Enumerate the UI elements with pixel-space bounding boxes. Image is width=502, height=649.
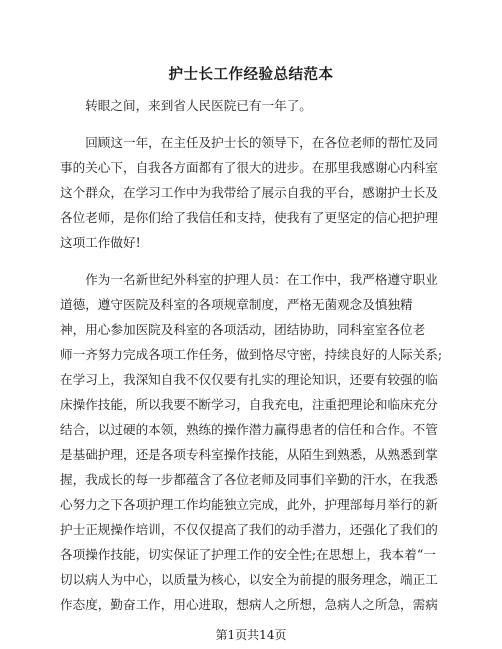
document-body [60, 93, 444, 617]
text-line: 切以病人为中心，以质量为核心，以安全为前提的服务理念，端正工 [60, 572, 438, 587]
text-line: 是基础护理，还是各项专科室操作技能，从陌生到熟悉，从熟悉到掌 [60, 447, 438, 462]
text-line: 护士正规操作培训，不仅仅提高了我们的动手潜力，还强化了我们的 [60, 522, 438, 537]
text-line: 事的关心下，自我各方面都有了很大的进步。在那里我感谢心内科室 [60, 160, 438, 175]
document-title: 护士长工作经验总结范本 [168, 66, 334, 83]
text-line: 结合，以过硬的本领，熟练的操作潜力赢得患者的信任和合作。不管 [60, 422, 438, 437]
text-line: 转眼之间，来到省人民医院已有一年了。 [60, 98, 312, 113]
text-line: 作态度，勤奋工作，用心进取，想病人之所想，急病人之所急，需病 [60, 597, 438, 612]
text-line: 神，用心参加医院及科室的各项活动，团结协助，同科室室各位老 [60, 322, 426, 337]
text-line: 道德，遵守医院及科室的各项规章制度，严格无菌观念及慎独精 [60, 297, 413, 312]
text-line: 心努力之下各项护理工作均能独立完成，此外，护理部每月举行的新 [60, 497, 438, 512]
text-line: 这个群众，在学习工作中为我带给了展示自我的平台，感谢护士长及 [60, 185, 438, 200]
text-line: 各位老师，是你们给了我信任和支持，使我有了更坚定的信心把护理 [60, 210, 438, 225]
text-line: 作为一名新世纪外科室的护理人员：在工作中，我严格遵守职业 [60, 272, 438, 287]
text-line: 床操作技能，所以我要不断学习，自我充电，注重把理论和临床充分 [60, 397, 438, 412]
paragraph [60, 93, 444, 118]
paragraph [60, 130, 444, 255]
text-line: 这项工作做好! [60, 235, 141, 250]
text-line: 在学习上，我深知自我不仅仅要有扎实的理论知识，还要有较强的临 [60, 372, 438, 387]
text-line: 回顾这一年，在主任及护士长的领导下，在各位老师的帮忙及同 [60, 135, 438, 150]
text-line: 握，我成长的每一步都蕴含了各位老师及同事们辛勤的汗水，在我悉 [60, 472, 438, 487]
paragraph [60, 267, 444, 617]
text-line: 师一齐努力完成各项工作任务，做到恪尽守密，持续良好的人际关系; [60, 347, 443, 362]
text-line: 各项操作技能，切实保证了护理工作的安全性;在思想上，我本着“一 [60, 547, 436, 562]
page-number-footer: 第1页共14页 [215, 628, 287, 642]
